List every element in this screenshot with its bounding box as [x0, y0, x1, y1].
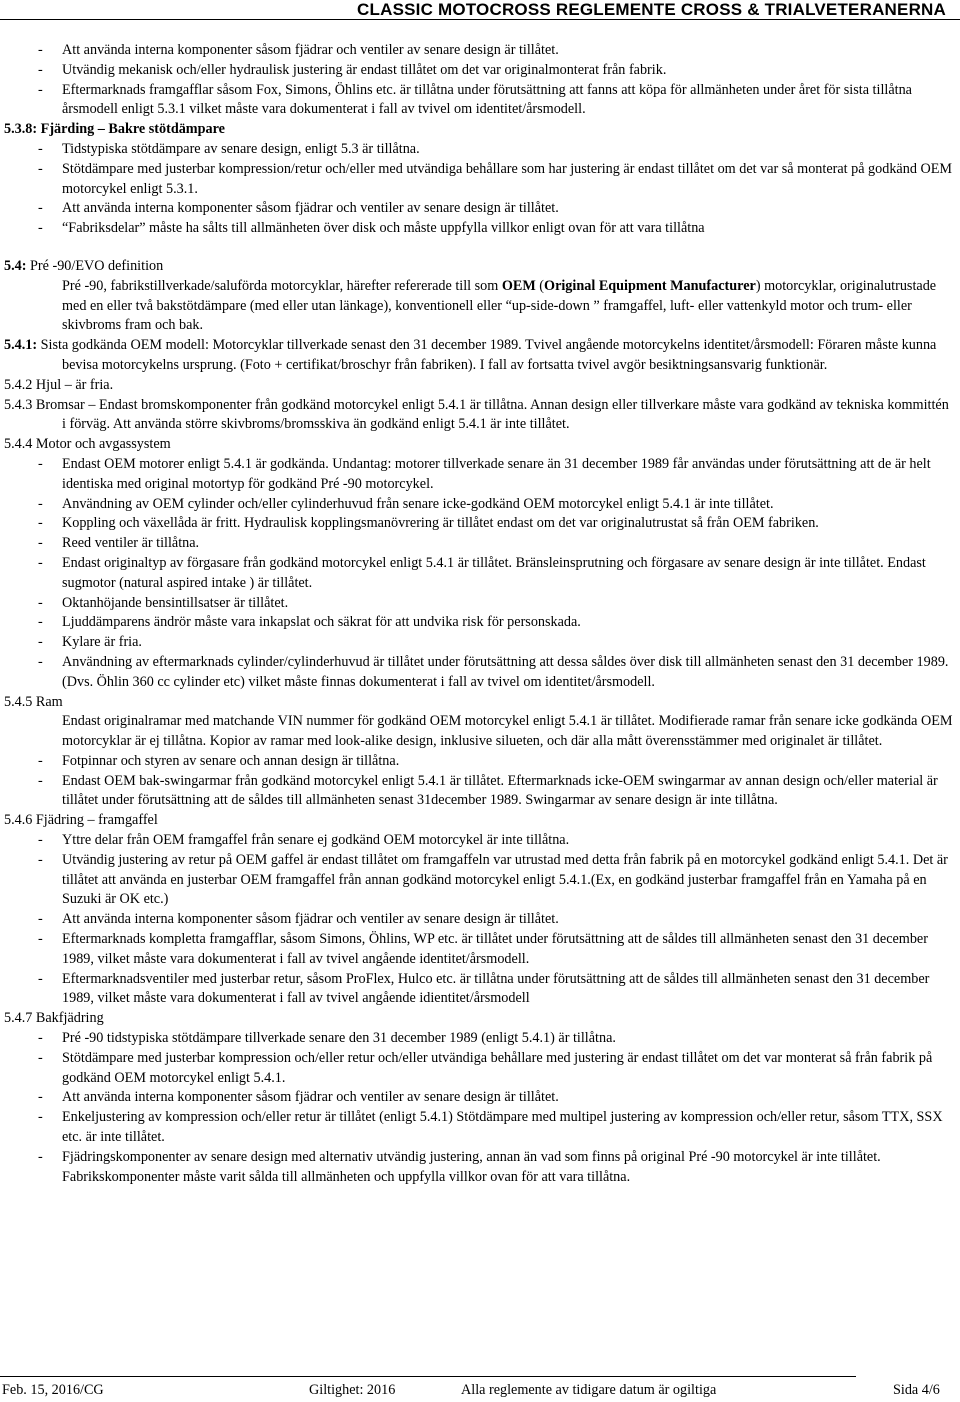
- list-item: - Stötdämpare med justerbar kompression/retur och/eller med utvändiga behållare som har justering är endast tillåtet om det var så monterat på godkänd OEM motorcykel enligt 5.3.1.: [38, 160, 952, 197]
- list-item: - Oktanhöjande bensintillsatser är tillåtet.: [38, 594, 289, 611]
- section-545-paragraph: Endast originalramar med matchande VIN nummer för godkänd OEM motorcykel enligt 5.4.1 är tillåtet. Modifierade ramar från senare icke godkända OEM motorcyklar är ej tillåtna. Kopior av ramar med look-alike design, inklusive silueten, och där alla mått överensstämmer med originalet är tillåtet.: [62, 713, 953, 750]
- footer-validity: Giltighet: 2016: [309, 1382, 396, 1398]
- header-title: CLASSIC MOTOCROSS REGLEMENTE CROSS & TRIALVETERANERNA: [357, 0, 946, 19]
- footer-rule: [0, 1376, 856, 1377]
- section-54-paragraph: Pré -90, fabrikstillverkade/saluförda motorcyklar, härefter refererade till som OEM (Original Equipment Manufacturer) motorcyklar, originalutrustade med en eller två bakstötdämpare (med eller utan länkage), konventionell eller “up-side-down ” framgaffel, luft- eller vattenkyld motor och trum- eller skivbroms fram och bak.: [62, 277, 937, 334]
- list-item: - Att använda interna komponenter såsom fjädrar och ventiler av senare design är tillåtet.: [38, 200, 559, 217]
- footer-note: Alla reglemente av tidigare datum är ogiltiga: [461, 1382, 717, 1398]
- footer-page-number: Sida 4/6: [893, 1382, 940, 1398]
- list-item: - Fotpinnar och styren av senare och annan design är tillåtna.: [38, 752, 400, 769]
- list-item: - Reed ventiler är tillåtna.: [38, 535, 200, 552]
- list-item: - Utvändig justering av retur på OEM gaffel är endast tillåtet om framgaffeln var utrustad med detta från fabrik på en motorcykel godkänd enligt 5.4.1. Det är tillåtet att använda en justerbar OEM framgaffel från annan godkänd motorcykel enligt 5.4.1.(Ex, en godkänd justerbar framgaffel från en Yamaha på en Suzuki är OK etc.): [38, 851, 948, 908]
- list-item: - Ljuddämparens ändrör måste vara inkapslat och säkrat för att undvika risk för personskada.: [38, 614, 581, 631]
- list-item: - Endast OEM bak-swingarmar från godkänd motorcykel enligt 5.4.1 är tillåtet. Eftermarknads icke-OEM swingarmar av annan design och/eller material är tillåtet under förutsättning att de såldes till allmänheten senast 31december 1989. Swingarmar av senare design är inte tillåtna.: [38, 772, 938, 809]
- list-item: - Att använda interna komponenter såsom fjädrar och ventiler av senare design är tillåtet.: [38, 1089, 559, 1106]
- list-item: - Koppling och växellåda är fritt. Hydraulisk kopplingsmanövrering är tillåtet endast om det var originalutrustat så från OEM fabriken.: [38, 515, 819, 532]
- list-item: - Pré -90 tidstypiska stötdämpare tillverkade senare den 31 december 1989 (enligt 5.4.1) är tillåtna.: [38, 1030, 616, 1047]
- section-543: 5.4.3 Bromsar – Endast bromskomponenter från godkänd motorcykel enligt 5.4.1 är tillåtna. Annan design eller tillverkare måste vara godkänd av tekniska kommittén i förväg. Att använda större skivbroms/bromsskiva än godkänd enligt 5.4.1 är inte tillåtet.: [4, 396, 949, 433]
- spacer: [38, 239, 956, 257]
- document-body: [4, 41, 956, 1187]
- list-item: - Användning av OEM cylinder och/eller cylinderhuvud från senare icke-godkänd OEM motorcykel enligt 5.4.1 är inte tillåtet.: [38, 495, 774, 512]
- list-item: - Fjädringskomponenter av senare design med alternativ utvändig justering, annan än vad som finns på original Pré -90 motorcykel är inte tillåtet. Fabrikskomponenter måste varit sålda till allmänheten och uppfylla villkor ovan för att vara tillåtna.: [38, 1148, 881, 1185]
- list-item: - Endast originaltyp av förgasare från godkänd motorcykel enligt 5.4.1 är tillåtet. Bränsleinsprutning och förgasare av senare design är inte tillåtet. Endast sugmotor (natural aspired intake ) är tillåtet.: [38, 554, 926, 591]
- list-item: - Yttre delar från OEM framgaffel från senare ej godkänd OEM motorcykel är inte tillåtna.: [38, 832, 570, 849]
- list-item: - Att använda interna komponenter såsom fjädrar och ventiler av senare design är tillåtet.: [38, 911, 559, 928]
- section-heading-545: 5.4.5 Ram: [4, 693, 63, 710]
- list-item: - Eftermarknads framgafflar såsom Fox, Simons, Öhlins etc. är tillåtna under förutsättning att fanns att köpa för allmänheten under året för sista tillåtna årsmodell enligt 5.3.1 vilket måste vara dokumenterat i fall av tvivel om identitet/årsmodell.: [38, 81, 912, 118]
- section-heading-546: 5.4.6 Fjädring – framgaffel: [4, 812, 158, 829]
- list-item: - Enkeljustering av kompression och/eller retur är tillåtet (enligt 5.4.1) Stötdämpare med multipel justering av kompression och/eller retur, såsom TTX, SSX etc. är inte tillåtet.: [38, 1109, 943, 1146]
- list-item: - Tidstypiska stötdämpare av senare design, enligt 5.3 är tillåtna.: [38, 140, 420, 157]
- section-heading-544: 5.4.4 Motor och avgassystem: [4, 436, 171, 453]
- page-footer: [0, 1382, 960, 1400]
- section-heading-54: 5.4: Pré -90/EVO definition: [4, 257, 164, 274]
- list-item: - Endast OEM motorer enligt 5.4.1 är godkända. Undantag: motorer tillverkade senare än 31 december 1989 får användas under förutsättning att de är helt identiska med original motortyp för godkänd Pré -90 motorcykel.: [38, 455, 931, 492]
- list-item: - Utvändig mekanisk och/eller hydraulisk justering är endast tillåtet om det var originalmonterat från fabrik.: [38, 61, 667, 78]
- list-item: - Att använda interna komponenter såsom fjädrar och ventiler av senare design är tillåtet.: [38, 42, 559, 58]
- section-542: 5.4.2 Hjul – är fria.: [4, 376, 114, 393]
- list-item: - Användning av eftermarknads cylinder/cylinderhuvud är tillåtet under förutsättning att dessa såldes över disk till allmänheten senast den 31 december 1989. (Dvs. Öhlin 360 cc cylinder etc) vilket måste finnas dokumenterat i fall av tvivel om identitet/årsmodell.: [38, 653, 949, 690]
- section-heading-538: 5.3.8: Fjärding – Bakre stötdämpare: [4, 121, 225, 138]
- list-item: - Kylare är fria.: [38, 634, 142, 651]
- header-rule: [0, 19, 960, 20]
- page-header: [0, 0, 960, 22]
- list-item: - Eftermarknadsventiler med justerbar retur, såsom ProFlex, Hulco etc. är tillåtna under förutsättning att de såldes till allmänheten senast den 31 december 1989, vilket måste vara dokumenterat i fall av tvivel angående idientitet/årsmodell: [38, 970, 930, 1007]
- list-item: - Stötdämpare med justerbar kompression och/eller retur och/eller utvändiga behållare med justering är endast tillåtet om det var monterat så från fabrik på godkänd OEM motorcykel enligt 5.4.1.: [38, 1049, 933, 1086]
- footer-date: Feb. 15, 2016/CG: [2, 1382, 104, 1398]
- section-heading-547: 5.4.7 Bakfjädring: [4, 1010, 104, 1027]
- list-item: - Eftermarknads kompletta framgafflar, såsom Simons, Öhlins, WP etc. är tillåtet under förutsättning att de såldes till allmänheten senast den 31 december 1989, vilket måste vara dokumenterat i fall av tvivel angående identitet/årsmodell.: [38, 931, 928, 967]
- list-item: - “Fabriksdelar” måste ha sålts till allmänheten över disk och måste uppfylla villkor enligt ovan för att vara tillåtna: [38, 220, 705, 237]
- section-541: 5.4.1: Sista godkända OEM modell: Motorcyklar tillverkade senast den 31 december 1989. Tvivel angående motorcykelns identitet/årsmodell: Föraren måste kunna bevisa motorcykelns ursprung. (Foto + certifikat/broschyr från fabriken). I fall av fortsatta tvivel avgör besiktningsansvarig funktionär.: [4, 337, 937, 373]
